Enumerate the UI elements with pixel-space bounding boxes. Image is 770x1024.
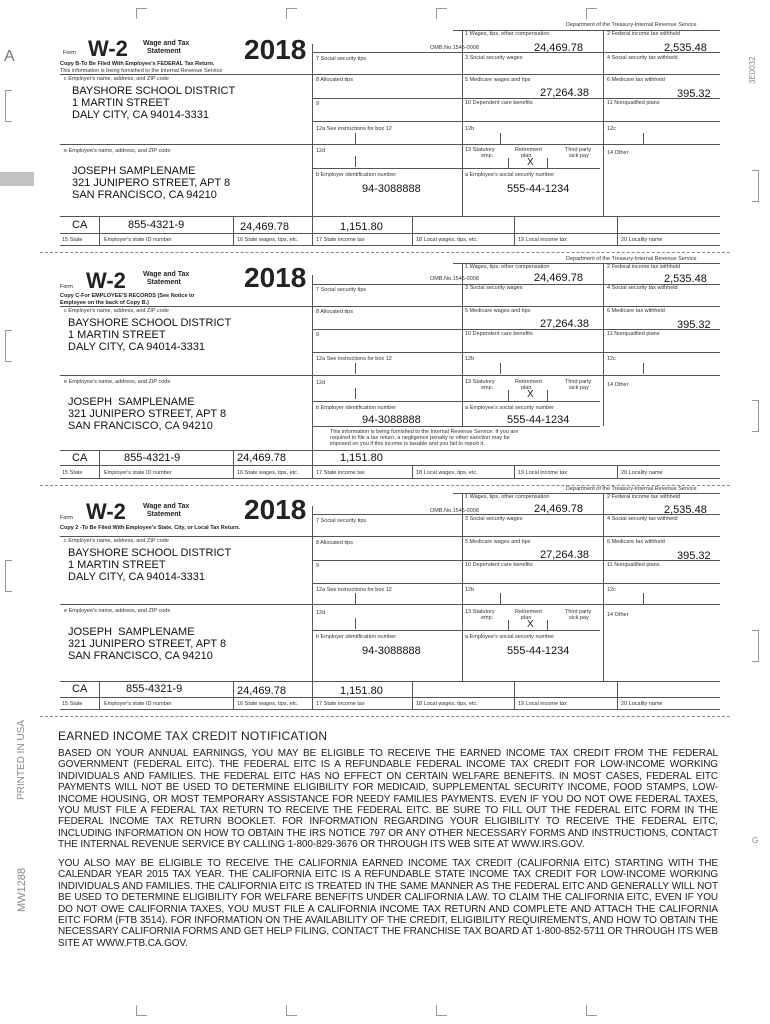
box15-label: 15 State bbox=[62, 701, 83, 707]
box3-label: 3 Social security wages bbox=[465, 516, 523, 522]
box12d-label: 12d bbox=[316, 148, 326, 154]
box18-label: 18 Local wages, tips, etc. bbox=[416, 237, 478, 243]
box16-label: 16 State wages, tips, etc. bbox=[237, 470, 299, 476]
boxa-label: a Employee's social security number bbox=[465, 634, 555, 640]
box19-label: 19 Local income tax bbox=[518, 701, 567, 707]
box16-state-wages: 24,469.78 bbox=[240, 221, 289, 233]
registration-mark bbox=[136, 8, 147, 19]
box15-state-id: 855-4321-9 bbox=[126, 683, 183, 695]
copy-caption-2: This information is being furnished to the Internal Revenue Service bbox=[60, 68, 223, 74]
registration-mark bbox=[436, 8, 447, 19]
box9-label: 9 bbox=[316, 101, 320, 107]
box12c-label: 12c bbox=[607, 356, 616, 362]
box15b-label: Employer's state ID number bbox=[104, 701, 172, 707]
irs-notice-line1: This information is being furnished to the Internal Revenue Service. If you are bbox=[330, 429, 519, 435]
box13-label: 13 Statutory bbox=[465, 609, 495, 615]
wage-tax-title: Wage and Tax bbox=[143, 40, 190, 47]
employer-name: BAYSHORE SCHOOL DISTRICT bbox=[72, 85, 236, 97]
box14-label: 14 Other bbox=[607, 382, 629, 388]
registration-mark bbox=[436, 1005, 447, 1016]
wage-tax-title: Wage and Tax bbox=[143, 503, 190, 510]
box12d-label: 12d bbox=[316, 380, 326, 386]
copy-caption: Copy 2 -To Be Filed With Employee's State, City, or Local Tax Return. bbox=[60, 525, 241, 531]
box13-retirement-mark: X bbox=[527, 389, 534, 400]
employee-ssn: 555-44-1234 bbox=[507, 183, 570, 195]
omb-number: OMB.No.1545-0008 bbox=[430, 45, 479, 51]
box12b-label: 12b bbox=[465, 356, 475, 362]
box19-label: 19 Local income tax bbox=[518, 237, 567, 243]
box15-state: CA bbox=[72, 452, 88, 464]
right-code-text: 3E0032 bbox=[748, 56, 757, 84]
employee-name: JOSEPH SAMPLENAME bbox=[72, 165, 196, 177]
box16-state-wages: 24,469.78 bbox=[237, 452, 286, 464]
boxc-label: c Employer's name, address, and ZIP code bbox=[64, 76, 169, 82]
box13-plan: plan bbox=[521, 385, 532, 391]
printed-in-usa-text: PRINTED IN USA bbox=[16, 719, 27, 800]
box2-fed-tax: 2,535.48 bbox=[664, 504, 707, 516]
box17-label: 17 State income tax bbox=[316, 701, 365, 707]
form-year: 2018 bbox=[244, 262, 307, 293]
box13-retirement-mark: X bbox=[527, 619, 534, 630]
box16-label: 16 State wages, tips, etc. bbox=[237, 701, 299, 707]
notice-paragraph-federal: BASED ON YOUR ANNUAL EARNINGS, YOU MAY BE ELIGIBLE TO RECEIVE THE EARNED INCOME TAX CREDIT FROM THE FEDERAL GOVERNMENT (FEDERAL EITC). THE FEDERAL EITC IS A REFUNDABLE FEDERAL INCOME TAX CREDIT FOR LOW-INCOME WORKING INDIVIDUALS AND FAMILIES. THE FEDERAL EITC HAS NO EFFECT ON CERTAIN WELFARE BENEFITS. IN MOST CASES, FEDERAL EITC PAYMENTS WILL NOT BE USED TO DETERMINE ELIGIBILITY FOR MEDICAID, SUPPLEMENTAL SECURITY INCOME, FOOD STAMPS, LOW-INCOME HOUSING, OR MOST TEMPORARY ASSISTANCE FOR NEEDY FAMILIES PAYMENTS. EVEN IF YOU DO NOT OWE FEDERAL TAXES, YOU MUST FILE A FEDERAL TAX RETURN TO RECEIVE THE FEDERAL EITC. BE SURE TO FILL OUT THE FEDERAL EITC FORM IN THE FEDERAL INCOME TAX RETURN BOOKLET. FOR INFORMATION REGARDING YOUR ELIGIBILITY TO RECEIVE THE FEDERAL EITC, INCLUDING INFORMATION ON HOW TO OBTAIN THE IRS NOTICE 797 OR ANY OTHER NECESSARY FORMS AND INSTRUCTIONS, CONTACT THE INTERNAL REVENUE SERVICE BY CALLING 1-800-829-3676 OR THROUGH ITS WEB SITE AT WWW.IRS.GOV. bbox=[58, 748, 718, 851]
box8-label: 8 Allocated tips bbox=[316, 309, 353, 315]
form-code-text: MW1288 bbox=[16, 867, 28, 912]
box4-label: 4 Social security tax withheld bbox=[607, 55, 678, 61]
box1-wages: 24,469.78 bbox=[534, 503, 583, 515]
employee-street: 321 JUNIPERO STREET, APT 8 bbox=[68, 408, 227, 420]
margin-bracket bbox=[5, 90, 12, 122]
box1-label: 1 Wages, tips, other compensation bbox=[465, 264, 550, 270]
box6-label: 6 Medicare tax withheld bbox=[607, 308, 665, 314]
box1-label: 1 Wages, tips, other compensation bbox=[465, 494, 550, 500]
box14-label: 14 Other bbox=[607, 150, 629, 156]
employer-ein: 94-3088888 bbox=[362, 183, 421, 195]
box13-emp: emp. bbox=[481, 385, 494, 391]
box8-label: 8 Allocated tips bbox=[316, 540, 353, 546]
irs-notice-line3: imposed on you if this income is taxable and you fail to report it. bbox=[330, 441, 485, 447]
box5-label: 5 Medicare wages and tips bbox=[465, 308, 531, 314]
employer-ein: 94-3088888 bbox=[362, 645, 421, 657]
box13-third-party: Third party bbox=[565, 379, 592, 385]
box15-state-id: 855-4321-9 bbox=[128, 219, 185, 231]
box9-label: 9 bbox=[316, 332, 320, 338]
box12c-label: 12c bbox=[607, 587, 616, 593]
box18-label: 18 Local wages, tips, etc. bbox=[416, 701, 478, 707]
form-label: Form bbox=[60, 284, 73, 290]
registration-mark bbox=[586, 1005, 597, 1016]
wage-tax-title: Wage and Tax bbox=[143, 271, 190, 278]
box15-state-id: 855-4321-9 bbox=[124, 452, 181, 464]
margin-bracket bbox=[5, 560, 12, 592]
box13-plan: plan bbox=[521, 615, 532, 621]
box9-label: 9 bbox=[316, 563, 320, 569]
employee-city: SAN FRANCISCO, CA 94210 bbox=[72, 189, 217, 201]
dept-label: Department of the Treasury-Internal Revenue Service bbox=[566, 22, 697, 28]
boxe-label: e Employee's name, address, and ZIP code bbox=[64, 379, 171, 385]
box10-label: 10 Dependent care benefits bbox=[465, 100, 533, 106]
box17-state-tax: 1,151.80 bbox=[340, 685, 383, 697]
statement-title: Statement bbox=[147, 48, 181, 55]
box5-label: 5 Medicare wages and tips bbox=[465, 539, 531, 545]
employee-street: 321 JUNIPERO STREET, APT 8 bbox=[68, 638, 227, 650]
form-label: Form bbox=[60, 515, 73, 521]
dept-label: Department of the Treasury-Internal Revenue Service bbox=[566, 256, 697, 262]
employee-city: SAN FRANCISCO, CA 94210 bbox=[68, 420, 213, 432]
box7-label: 7 Social security tips bbox=[316, 287, 367, 293]
box2-fed-tax: 2,535.48 bbox=[664, 273, 707, 285]
employer-name: BAYSHORE SCHOOL DISTRICT bbox=[68, 547, 232, 559]
box7-label: 7 Social security tips bbox=[316, 518, 367, 524]
employer-city: DALY CITY, CA 94014-3331 bbox=[68, 571, 205, 583]
box17-label: 17 State income tax bbox=[316, 237, 365, 243]
margin-bracket bbox=[5, 330, 12, 362]
box5-medicare-wages: 27,264.38 bbox=[540, 87, 589, 99]
box6-medicare-tax: 395.32 bbox=[677, 88, 711, 100]
employer-street: 1 MARTIN STREET bbox=[68, 329, 166, 341]
box5-medicare-wages: 27,264.38 bbox=[540, 549, 589, 561]
box13-sick-pay: sick pay bbox=[569, 615, 589, 621]
box17-state-tax: 1,151.80 bbox=[340, 221, 383, 233]
box17-label: 17 State income tax bbox=[316, 470, 365, 476]
box13-label: 13 Statutory bbox=[465, 379, 495, 385]
box12a-label: 12a See instructions for box 12 bbox=[316, 126, 392, 132]
box12c-label: 12c bbox=[607, 126, 616, 132]
notice-paragraph-california: YOU ALSO MAY BE ELIGIBLE TO RECEIVE THE CALIFORNIA EARNED INCOME TAX CREDIT (CALIFORNIA EITC) STARTING WITH THE CALENDAR YEAR 2015 TAX YEAR. THE CALIFORNIA EITC IS A REFUNDABLE STATE INCOME TAX CREDIT FOR LOW-INCOME WORKING INDIVIDUALS AND FAMILIES. THE CALIFORNIA EITC IS TREATED IN THE SAME MANNER AS THE FEDERAL EITC AND GENERALLY WILL NOT BE USED TO DETERMINE ELIGIBILITY FOR WELFARE BENEFITS UNDER CALIFORNIA LAW. TO CLAIM THE CALIFORNIA EITC, EVEN IF YOU DO NOT OWE CALIFORNIA TAXES, YOU MUST FILE A CALIFORNIA INCOME TAX RETURN AND COMPLETE AND ATTACH THE CALIFORNIA EITC FORM (FTB 3514). FOR INFORMATION ON THE AVAILABILITY OF THE CREDIT, ELIGIBILITY REQUIREMENTS, AND HOW TO OBTAIN THE NECESSARY CALIFORNIA FORMS AND GET HELP FILING, CONTACT THE FRANCHISE TAX BOARD AT 1-800-852-5711 OR THROUGH ITS WEB SITE AT WWW.FTB.CA.GOV. bbox=[58, 858, 718, 949]
employee-ssn: 555-44-1234 bbox=[507, 414, 570, 426]
irs-notice-line2: required to file a tax return, a negligence penalty or other sanction may be bbox=[330, 435, 510, 441]
box13-retirement: Retirement bbox=[515, 379, 542, 385]
box13-retirement-mark: X bbox=[527, 157, 534, 168]
box13-retirement: Retirement bbox=[515, 609, 542, 615]
box15-label: 15 State bbox=[62, 237, 83, 243]
box13-retirement: Retirement bbox=[515, 147, 542, 153]
box12b-label: 12b bbox=[465, 587, 475, 593]
box2-fed-tax: 2,535.48 bbox=[664, 42, 707, 54]
boxb-label: b Employer identification number bbox=[316, 405, 397, 411]
employer-ein: 94-3088888 bbox=[362, 414, 421, 426]
employer-street: 1 MARTIN STREET bbox=[68, 559, 166, 571]
registration-mark bbox=[286, 1005, 297, 1016]
boxe-label: e Employee's name, address, and ZIP code bbox=[64, 608, 171, 614]
scan-mark bbox=[0, 172, 34, 186]
box15b-label: Employer's state ID number bbox=[104, 237, 172, 243]
box1-wages: 24,469.78 bbox=[534, 272, 583, 284]
boxb-label: b Employer identification number bbox=[316, 172, 397, 178]
box2-label: 2 Federal income tax withheld bbox=[607, 264, 681, 270]
notice-title: EARNED INCOME TAX CREDIT NOTIFICATION bbox=[58, 729, 328, 743]
box16-state-wages: 24,469.78 bbox=[237, 685, 286, 697]
box6-label: 6 Medicare tax withheld bbox=[607, 77, 665, 83]
employee-street: 321 JUNIPERO STREET, APT 8 bbox=[72, 177, 231, 189]
box12a-label: 12a See instructions for box 12 bbox=[316, 587, 392, 593]
box13-sick-pay: sick pay bbox=[569, 385, 589, 391]
box15b-label: Employer's state ID number bbox=[104, 470, 172, 476]
right-g-mark: G bbox=[752, 836, 759, 845]
margin-bracket bbox=[752, 170, 759, 202]
box15-label: 15 State bbox=[62, 470, 83, 476]
omb-number: OMB.No.1545-0008 bbox=[430, 508, 479, 514]
box4-label: 4 Social security tax withheld bbox=[607, 516, 678, 522]
employee-name: JOSEPH SAMPLENAME bbox=[68, 396, 195, 408]
box6-medicare-tax: 395.32 bbox=[677, 319, 711, 331]
box10-label: 10 Dependent care benefits bbox=[465, 562, 533, 568]
box20-label: 20 Locality name bbox=[621, 237, 663, 243]
omb-number: OMB.No.1545-0008 bbox=[430, 276, 479, 282]
box11-label: 11 Nonqualified plans bbox=[607, 562, 660, 568]
employer-city: DALY CITY, CA 94014-3331 bbox=[72, 109, 209, 121]
box12b-label: 12b bbox=[465, 126, 475, 132]
box5-label: 5 Medicare wages and tips bbox=[465, 77, 531, 83]
boxb-label: b Employer identification number bbox=[316, 634, 397, 640]
box12a-label: 12a See instructions for box 12 bbox=[316, 356, 392, 362]
employer-street: 1 MARTIN STREET bbox=[72, 97, 170, 109]
box20-label: 20 Locality name bbox=[621, 470, 663, 476]
form-year: 2018 bbox=[244, 494, 307, 525]
box6-label: 6 Medicare tax withheld bbox=[607, 539, 665, 545]
box8-label: 8 Allocated tips bbox=[316, 77, 353, 83]
box18-label: 18 Local wages, tips, etc. bbox=[416, 470, 478, 476]
employee-name: JOSEPH SAMPLENAME bbox=[68, 626, 195, 638]
boxe-label: e Employee's name, address, and ZIP code bbox=[64, 148, 171, 154]
dept-label: Department of the Treasury-Internal Revenue Service bbox=[566, 486, 697, 492]
margin-bracket bbox=[752, 630, 759, 662]
box2-label: 2 Federal income tax withheld bbox=[607, 494, 681, 500]
box6-medicare-tax: 395.32 bbox=[677, 550, 711, 562]
box13-sick-pay: sick pay bbox=[569, 153, 589, 159]
registration-mark bbox=[586, 8, 597, 19]
box13-emp: emp. bbox=[481, 615, 494, 621]
margin-bracket bbox=[752, 400, 759, 432]
box3-label: 3 Social security wages bbox=[465, 55, 523, 61]
statement-title: Statement bbox=[147, 511, 181, 518]
boxc-label: c Employer's name, address, and ZIP code bbox=[64, 538, 169, 544]
form-label: Form bbox=[63, 50, 76, 56]
box7-label: 7 Social security tips bbox=[316, 56, 367, 62]
box1-label: 1 Wages, tips, other compensation bbox=[465, 31, 550, 37]
box15-state: CA bbox=[72, 219, 88, 231]
form-name: W-2 bbox=[86, 499, 126, 524]
employer-name: BAYSHORE SCHOOL DISTRICT bbox=[68, 317, 232, 329]
statement-title: Statement bbox=[147, 279, 181, 286]
registration-mark bbox=[136, 1005, 147, 1016]
employer-city: DALY CITY, CA 94014-3331 bbox=[68, 341, 205, 353]
employee-city: SAN FRANCISCO, CA 94210 bbox=[68, 650, 213, 662]
box19-label: 19 Local income tax bbox=[518, 470, 567, 476]
box3-label: 3 Social security wages bbox=[465, 285, 523, 291]
copy-letter: A bbox=[4, 48, 15, 65]
box14-label: 14 Other bbox=[607, 612, 629, 618]
box15-state: CA bbox=[72, 683, 88, 695]
box10-label: 10 Dependent care benefits bbox=[465, 331, 533, 337]
copy-caption: Copy B-To Be Filed With Employee's FEDERAL Tax Return. bbox=[60, 61, 215, 67]
box16-label: 16 State wages, tips, etc. bbox=[237, 237, 299, 243]
box2-label: 2 Federal income tax withheld bbox=[607, 31, 681, 37]
form-year: 2018 bbox=[244, 34, 307, 65]
form-name: W-2 bbox=[88, 36, 128, 61]
box11-label: 11 Nonqualified plans bbox=[607, 331, 660, 337]
box4-label: 4 Social security tax withheld bbox=[607, 285, 678, 291]
copy-caption: Copy C-For EMPLOYEE'S RECORDS (See Notice to bbox=[60, 293, 195, 299]
box17-state-tax: 1,151.80 bbox=[340, 452, 383, 464]
box13-third-party: Third party bbox=[565, 147, 592, 153]
box12d-label: 12d bbox=[316, 610, 326, 616]
box13-third-party: Third party bbox=[565, 609, 592, 615]
box13-emp: emp. bbox=[481, 153, 494, 159]
boxa-label: a Employee's social security number bbox=[465, 405, 555, 411]
box5-medicare-wages: 27,264.38 bbox=[540, 318, 589, 330]
boxa-label: a Employee's social security number bbox=[465, 172, 555, 178]
employee-ssn: 555-44-1234 bbox=[507, 645, 570, 657]
registration-mark bbox=[286, 8, 297, 19]
boxc-label: c Employer's name, address, and ZIP code bbox=[64, 308, 169, 314]
box1-wages: 24,469.78 bbox=[534, 42, 583, 54]
copy-caption-2: Employee on the back of Copy B.) bbox=[60, 300, 149, 306]
form-name: W-2 bbox=[86, 268, 126, 293]
box13-label: 13 Statutory bbox=[465, 147, 495, 153]
box20-label: 20 Locality name bbox=[621, 701, 663, 707]
box11-label: 11 Nonqualified plans bbox=[607, 100, 660, 106]
box13-plan: plan bbox=[521, 153, 532, 159]
